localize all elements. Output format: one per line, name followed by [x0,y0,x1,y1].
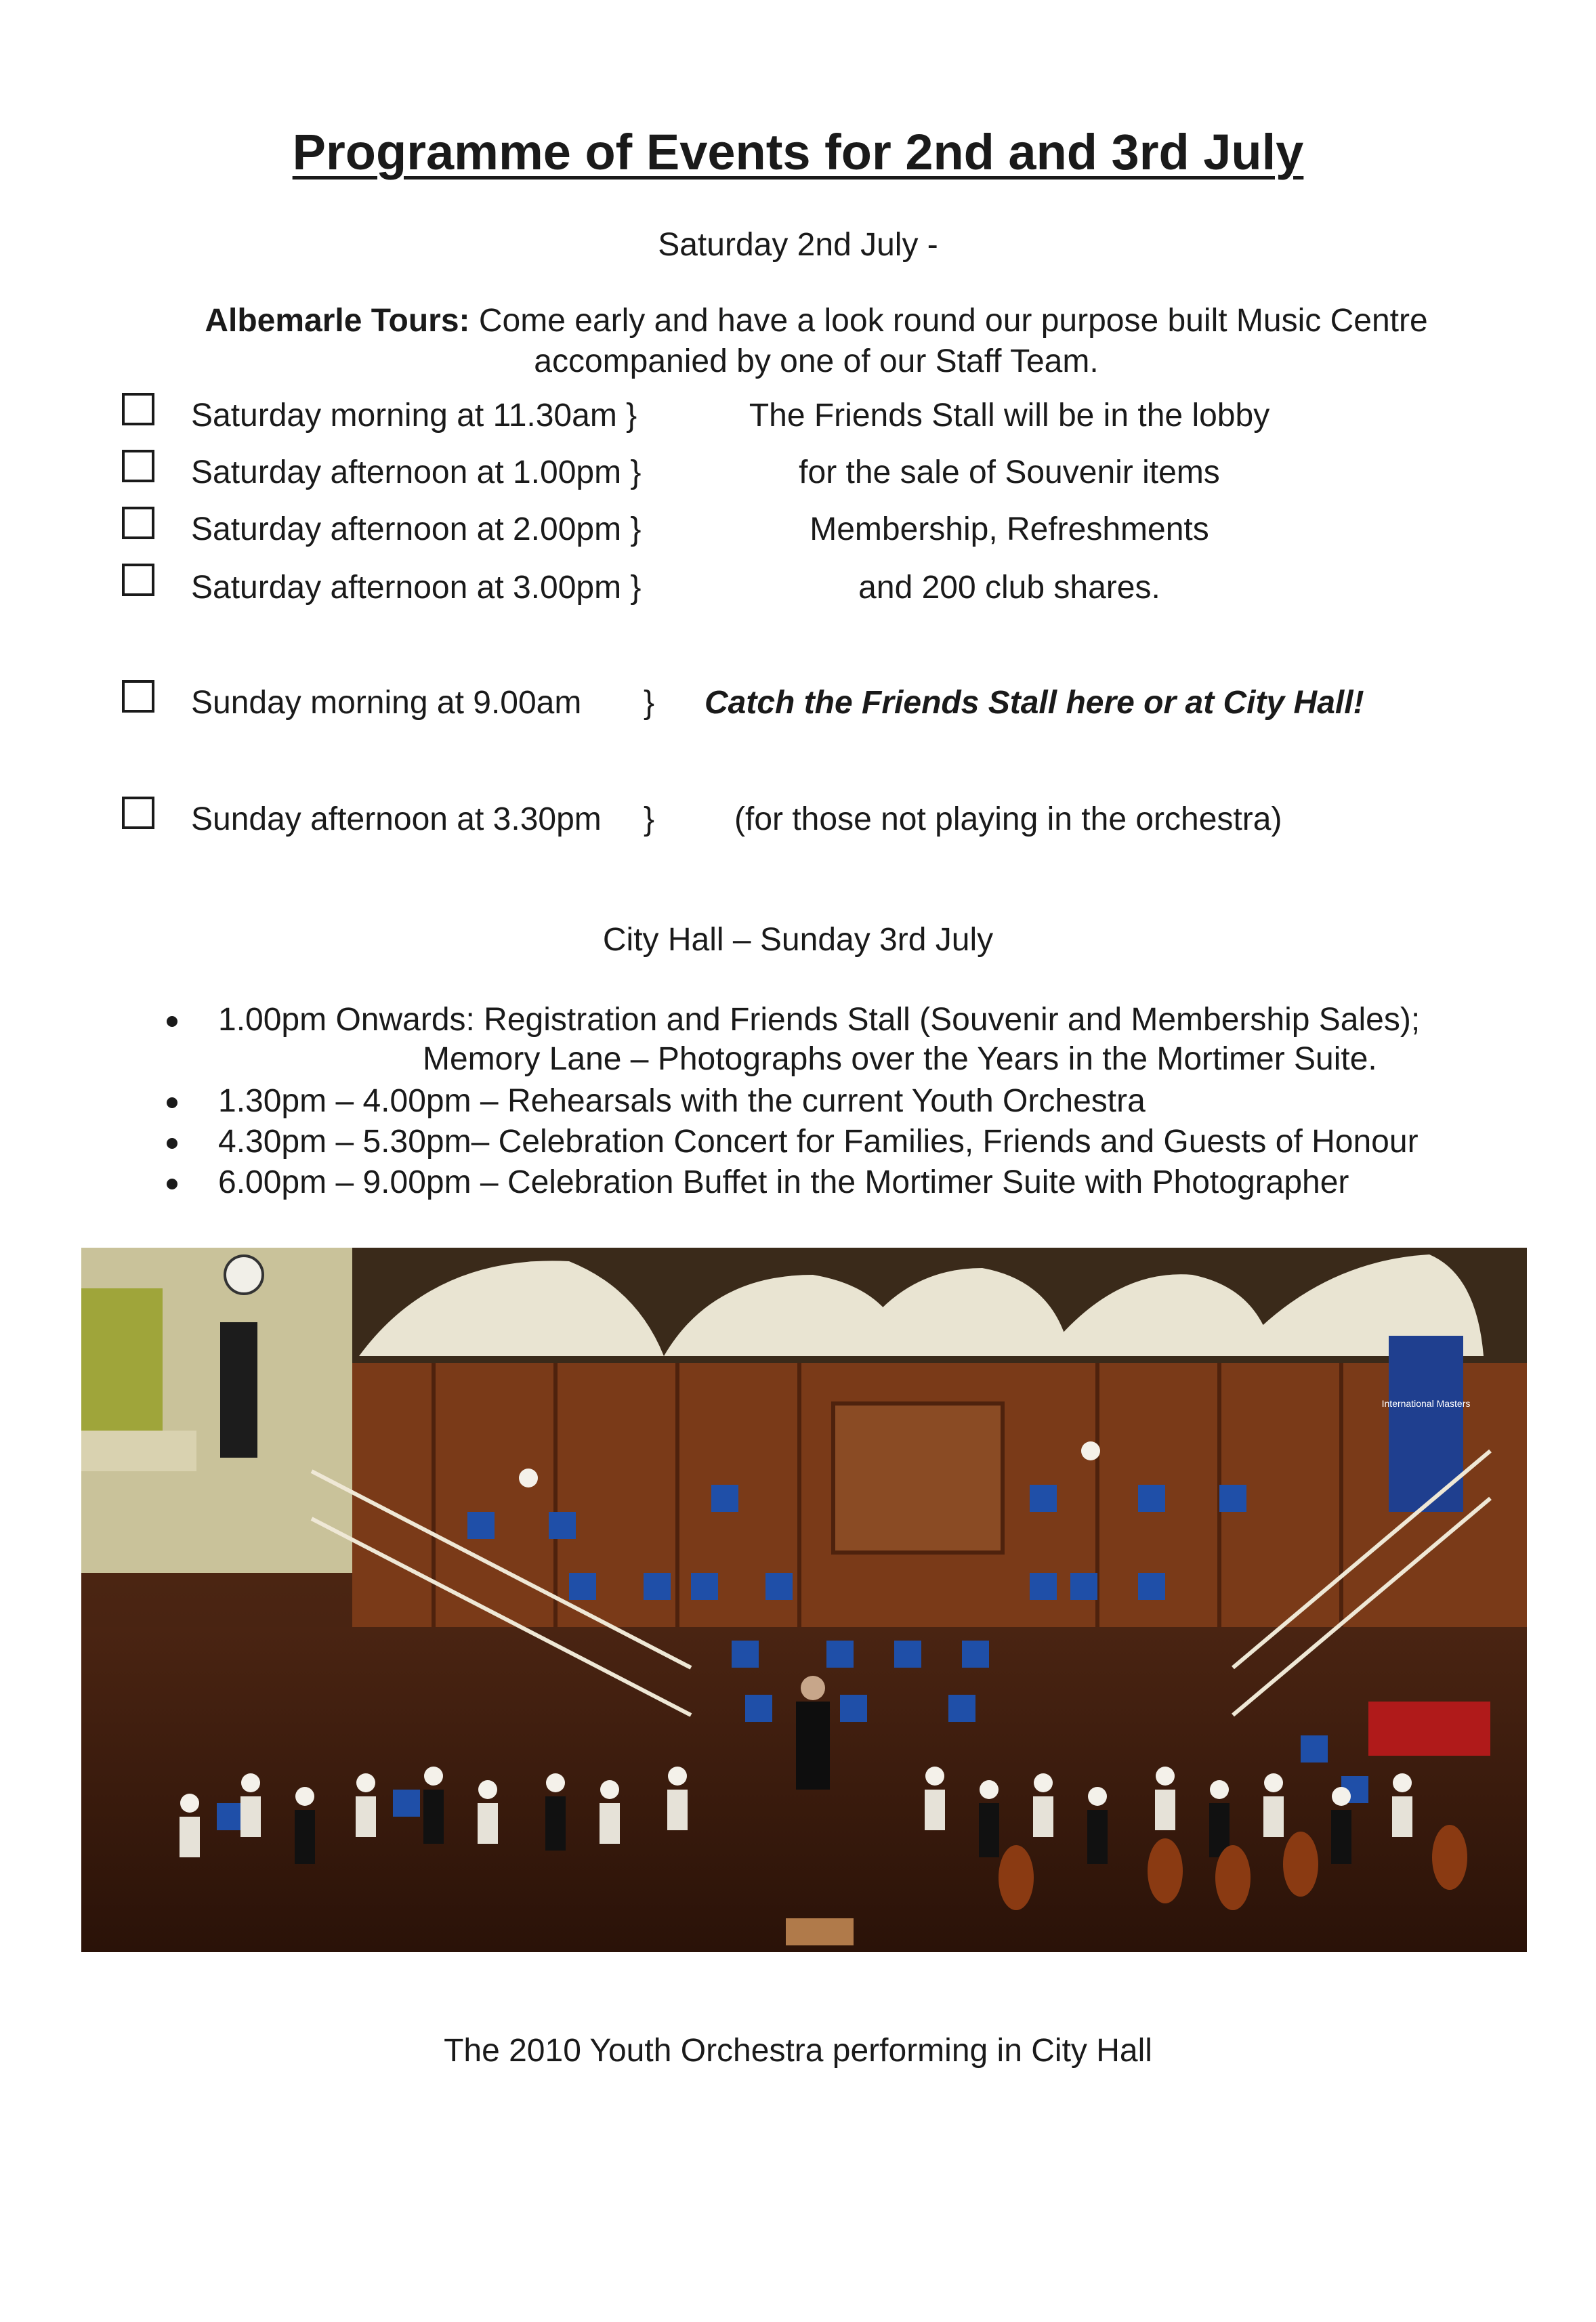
albemarle-tours-paragraph [135,301,1497,382]
event-1-line2: Memory Lane – Photographs over the Years in the Mortimer Suite. [423,1041,1377,1077]
tour-note-4: and 200 club shares. [858,570,1160,606]
tour-note-1: The Friends Stall will be in the lobby [749,398,1270,434]
tour-checkbox-1[interactable] [122,393,154,425]
event-bullet-1 [167,1016,177,1027]
event-4: 6.00pm – 9.00pm – Celebration Buffet in the Mortimer Suite with Photographer [218,1164,1349,1200]
tour-time-4: Saturday afternoon at 3.00pm } [191,570,642,606]
tour-brace-6: } [644,801,655,837]
saturday-heading: Saturday 2nd July - [658,227,938,263]
event-3: 4.30pm – 5.30pm– Celebration Concert for Families, Friends and Guests of Honour [218,1124,1419,1160]
albemarle-tours-label: Albemarle Tours: [205,303,470,339]
tour-checkbox-6[interactable] [122,797,154,829]
city-hall-heading: City Hall – Sunday 3rd July [602,922,994,958]
banner-text: International Masters [1381,1398,1471,1409]
event-2: 1.30pm – 4.00pm – Rehearsals with the current Youth Orchestra [218,1083,1146,1119]
tour-time-3: Saturday afternoon at 2.00pm } [191,511,642,547]
tour-time-1: Saturday morning at 11.30am } [191,398,637,434]
albemarle-tours-text: Come early and have a look round our purpose built Music Centre accompanied by one of our Staff Team. [469,303,1428,379]
event-bullet-3 [167,1138,177,1149]
tour-checkbox-4[interactable] [122,564,154,596]
tour-brace-5: } [644,685,655,721]
page-title: Programme of Events for 2nd and 3rd July [292,124,1304,180]
photo-caption: The 2010 Youth Orchestra performing in City Hall [444,2033,1152,2069]
orchestra-photo-illustration [81,1248,1527,1952]
tour-checkbox-3[interactable] [122,507,154,539]
event-bullet-2 [167,1097,177,1108]
tour-checkbox-5[interactable] [122,680,154,713]
tour-time-6: Sunday afternoon at 3.30pm [191,801,602,837]
event-bullet-4 [167,1179,177,1189]
tour-note-2: for the sale of Souvenir items [799,455,1220,490]
tour-note-6: (for those not playing in the orchestra) [734,801,1282,837]
tour-time-5: Sunday morning at 9.00am [191,685,582,721]
tour-time-2: Saturday afternoon at 1.00pm } [191,455,642,490]
tour-note-5: Catch the Friends Stall here or at City Hall! [705,685,1364,721]
event-1-line1: 1.00pm Onwards: Registration and Friends Stall (Souvenir and Membership Sales); [218,1002,1421,1038]
tour-note-3: Membership, Refreshments [810,511,1209,547]
tour-checkbox-2[interactable] [122,450,154,482]
orchestra-photo [81,1248,1527,1952]
